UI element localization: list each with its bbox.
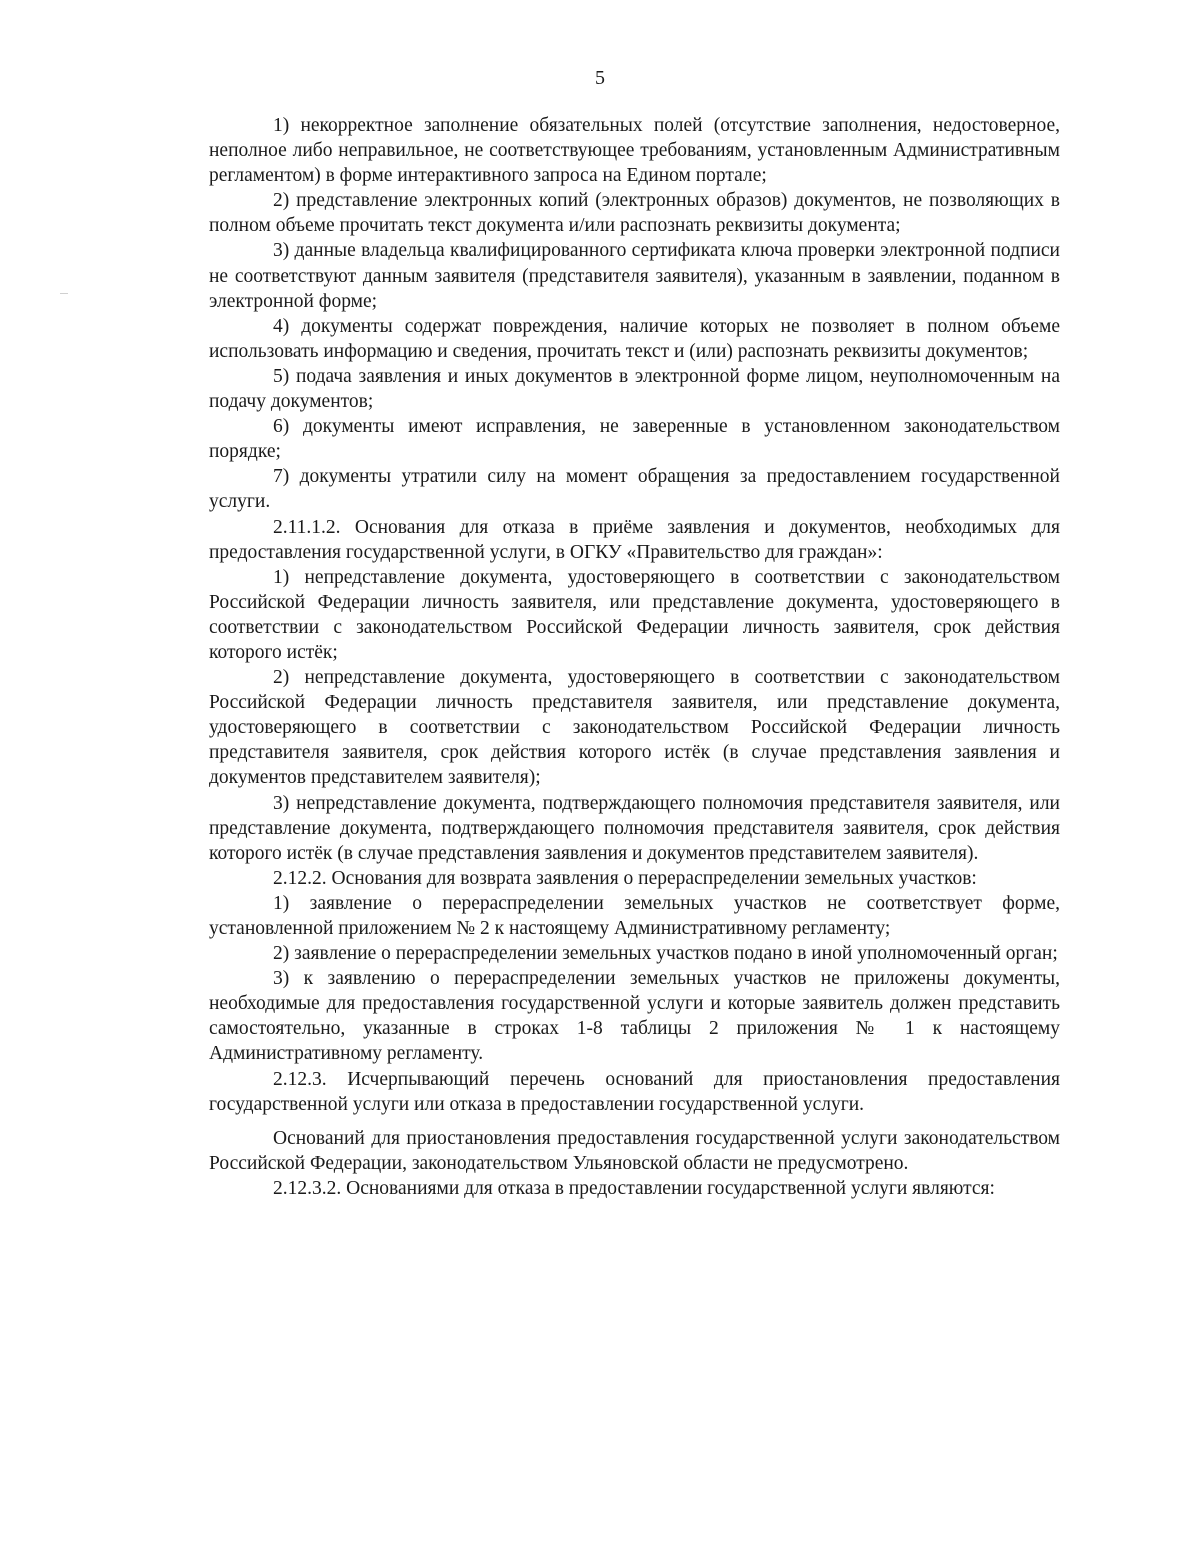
scan-artifact <box>60 293 68 294</box>
paragraph: 2.12.3.2. Основаниями для отказа в предоставлении государственной услуги являются: <box>273 1177 995 1199</box>
paragraph: 2.12.3. Исчерпывающий перечень оснований для приостановления предоставления государственной услуги или отказа в предоставлении государственной услуги. <box>209 1068 1060 1115</box>
paragraph: 2.11.1.2. Основания для отказа в приёме заявления и документов, необходимых для предоставления государственной услуги, в ОГКУ «Правительство для граждан»: <box>209 516 1060 563</box>
paragraph: 7) документы утратили силу на момент обращения за предоставлением государственной услуги. <box>209 466 1060 513</box>
paragraph: 4) документы содержат повреждения, наличие которых не позволяет в полном объеме использовать информацию и сведения, прочитать текст и (или) распознать реквизиты документов; <box>209 315 1060 362</box>
paragraph: 1) непредставление документа, удостоверяющего в соответствии с законодательством Российской Федерации личность заявителя, или представление документа, удостоверяющего в соответствии с законодательством Российской Федерации личность заявителя, срок действия которого истёк; <box>209 566 1060 663</box>
page-number: 5 <box>595 67 605 89</box>
paragraph: 3) к заявлению о перераспределении земельных участков не приложены документы, необходимые для предоставления государственной услуги и которые заявитель должен представить самостоятельно, указанные в строках 1-8 таблицы 2 приложения № 1 к настоящему Административному регламенту. <box>209 968 1060 1065</box>
paragraph: 1) заявление о перераспределении земельных участков не соответствует форме, установленной приложением № 2 к настоящему Административному регламенту; <box>209 892 1060 939</box>
paragraph: 6) документы имеют исправления, не заверенные в установленном законодательством порядке; <box>209 416 1060 463</box>
paragraph: 5) подача заявления и иных документов в электронной форме лицом, неуполномоченным на подачу документов; <box>209 365 1060 413</box>
paragraph: 2) представление электронных копий (электронных образов) документов, не позволяющих в полном объеме прочитать текст документа и/или распознать реквизиты документа; <box>209 190 1060 237</box>
paragraph: 3) данные владельца квалифицированного сертификата ключа проверки электронной подписи не соответствуют данным заявителя (представителя заявителя), указанным в заявлении, поданном в электронной форме; <box>209 240 1060 312</box>
document-body <box>209 113 1060 1201</box>
paragraph: Оснований для приостановления предоставления государственной услуги законодательством Российской Федерации, законодательством Ульяновской области не предусмотрено. <box>209 1127 1060 1174</box>
paragraph: 2) заявление о перераспределении земельных участков подано в иной уполномоченный орган; <box>273 943 1058 965</box>
paragraph: 1) некорректное заполнение обязательных полей (отсутствие заполнения, недостоверное, неполное либо неправильное, не соответствующее требованиям, установленным Административным регламентом) в форме интерактивного запроса на Едином портале; <box>209 115 1060 187</box>
paragraph: 3) непредставление документа, подтверждающего полномочия представителя заявителя, или представление документа, подтверждающего полномочия представителя заявителя, срок действия которого истёк (в случае представления заявления и документов представителем заявителя). <box>209 792 1060 864</box>
paragraph: 2) непредставление документа, удостоверяющего в соответствии с законодательством Российской Федерации личность представителя заявителя, или представление документа, удостоверяющего в соответствии с законодательством Российской Федерации личность представителя заявителя, срок действия которого истёк (в случае представления заявления и документов представителем заявителя); <box>209 667 1060 789</box>
paragraph: 2.12.2. Основания для возврата заявления о перераспределении земельных участков: <box>273 867 977 889</box>
